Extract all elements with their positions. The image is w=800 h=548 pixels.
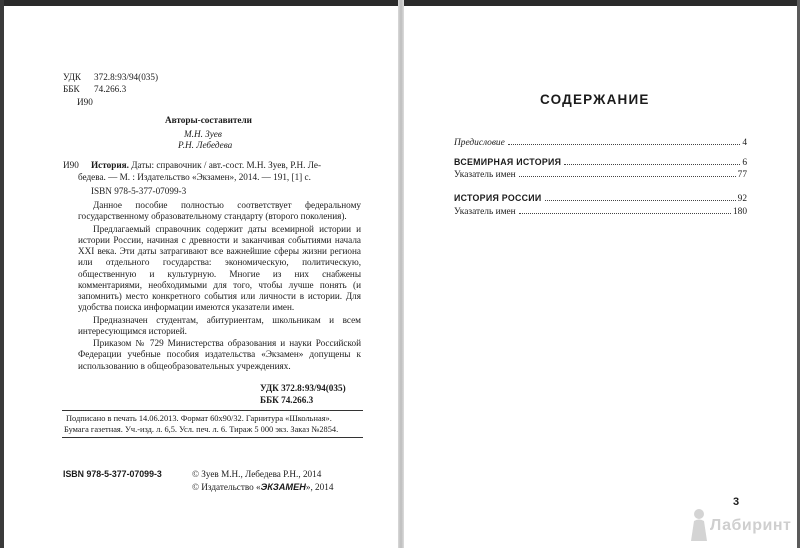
copyright-authors: © Зуев М.Н., Лебедева Р.Н., 2014	[192, 469, 322, 479]
toc-item-label: ВСЕМИРНАЯ ИСТОРИЯ	[454, 157, 562, 167]
toc-leader-dots	[519, 175, 736, 177]
bbk-label: ББК	[63, 84, 80, 94]
author-2: Р.Н. Лебедева	[178, 140, 233, 150]
toc-item-name-index-russia[interactable]	[454, 207, 747, 217]
biblio-code: И90	[63, 160, 79, 170]
imprint-line-1: Подписано в печать 14.06.2013. Формат 60х90/32. Гарнитура «Школьная».	[66, 414, 332, 423]
toc-item-page: 6	[742, 158, 747, 168]
toc-item-label: Предисловие	[454, 138, 505, 148]
watermark	[686, 505, 796, 545]
toc-item-world-history[interactable]	[454, 157, 747, 168]
toc-item-russian-history[interactable]	[454, 193, 747, 204]
toc-leader-dots	[564, 163, 740, 165]
toc-title: СОДЕРЖАНИЕ	[540, 92, 650, 107]
isbn-line: ISBN 978-5-377-07099-3	[91, 186, 187, 196]
imprint-line-2: Бумага газетная. Уч.-изд. л. 6,5. Усл. печ. л. 6. Тираж 5 000 экз. Заказ №2854.	[64, 425, 339, 434]
biblio-title: История.	[91, 160, 129, 170]
annotation-para-4: Приказом № 729 Министерства образования и науки Российской Федерации учебные пособия издательства «Экзамен» допущены к использованию в общеобразовательных учреждениях.	[78, 338, 361, 371]
author-1: М.Н. Зуев	[184, 129, 222, 139]
toc-item-page: 4	[742, 138, 747, 148]
toc-item-page: 180	[732, 207, 747, 217]
toc-item-name-index-world[interactable]	[454, 170, 747, 180]
biblio-line-1-rest: Даты: справочник / авт.-сост. М.Н. Зуев, Р.Н. Ле-	[128, 160, 322, 170]
isbn-bold: ISBN 978-5-377-07099-3	[63, 469, 162, 479]
author-code: И90	[77, 97, 93, 107]
watermark-text: Лабиринт	[710, 517, 792, 534]
toc-leader-dots	[508, 143, 741, 145]
authors-heading: Авторы-составители	[165, 115, 252, 125]
udk-value: 372.8:93/94(035)	[94, 72, 159, 82]
annotation-text	[78, 200, 361, 372]
bbk-bold: ББК 74.266.3	[260, 395, 314, 405]
imprint-bottom-rule	[62, 437, 363, 438]
copyright-publisher: © Издательство «ЭКЗАМЕН», 2014	[192, 482, 334, 492]
udk-bold: УДК 372.8:93/94(035)	[260, 383, 346, 393]
publisher-brand: ЭКЗАМЕН	[260, 482, 306, 492]
toc-leader-dots	[519, 212, 731, 214]
toc-item-label: Указатель имен	[454, 207, 516, 217]
toc-item-label: Указатель имен	[454, 170, 516, 180]
scan-left-edge	[0, 0, 4, 548]
toc-item-page: 77	[737, 170, 747, 180]
annotation-para-1: Данное пособие полностью соответствует федеральному государственному образовательному стандарту (второго поколения).	[78, 200, 361, 222]
annotation-para-3: Предназначен студентам, абитуриентам, школьникам и всем интересующимся историей.	[78, 314, 361, 336]
toc-leader-dots	[545, 199, 736, 201]
page-number: 3	[733, 496, 740, 508]
imprint-top-rule	[62, 410, 363, 411]
toc-item-preface[interactable]	[454, 138, 747, 148]
biblio-line-2: бедева. — М. : Издательство «Экзамен», 2014. — 191, [1] с.	[78, 172, 311, 182]
bbk-value: 74.266.3	[94, 84, 127, 94]
udk-label: УДК	[63, 72, 81, 82]
watermark-figure-icon	[686, 507, 712, 543]
toc-item-page: 92	[737, 194, 747, 204]
biblio-line-1	[91, 160, 321, 171]
toc-item-label: ИСТОРИЯ РОССИИ	[454, 193, 542, 203]
book-spine	[398, 0, 404, 548]
annotation-para-2: Предлагаемый справочник содержит даты всемирной истории и истории России, начиная с древности и заканчивая событиями начала XXI века. Эти даты затрагивают все важнейшие сферы жизни региона или отдельного государства: экономическую, политическую, общественную и культурную. Многие из них снабжены комментариями, необходимыми для того, чтобы лучше понять (и запомнить) место конкретного события или личности в истории. Для удобства поиска информации имеются указатели имен.	[78, 223, 361, 313]
